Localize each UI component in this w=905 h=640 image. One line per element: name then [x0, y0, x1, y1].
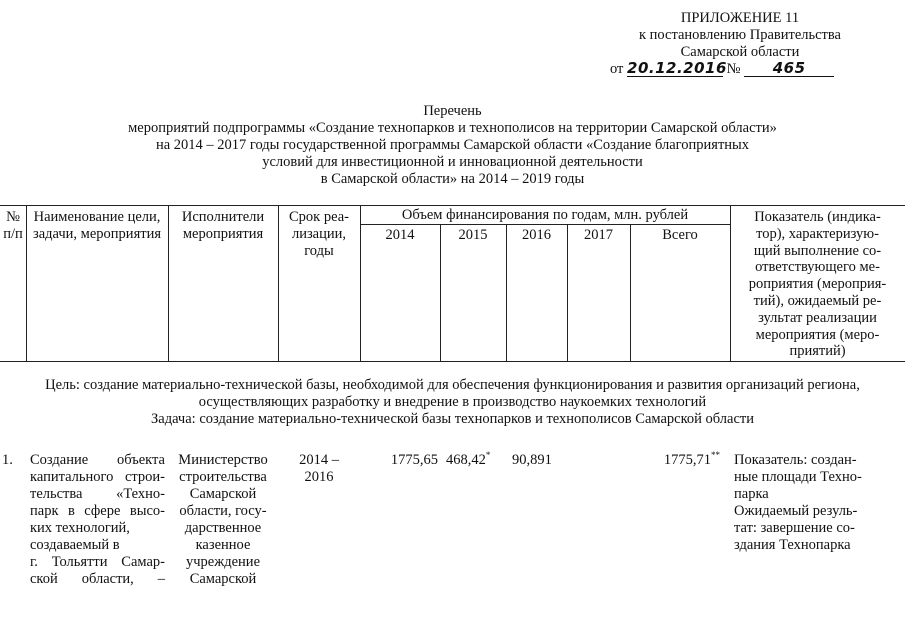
title-line-5: в Самарской области» на 2014 – 2019 годы — [320, 171, 585, 187]
header-name: Наименование цели, задачи, мероприятия — [32, 209, 161, 242]
annex-date-row — [610, 61, 880, 78]
footnote-mark-2015: * — [485, 450, 491, 461]
row-value-2016: 90,891 — [512, 452, 552, 468]
header-year-2017: 2017 — [584, 227, 613, 243]
goal-block — [0, 377, 905, 428]
annex-line-3: Самарской области — [680, 44, 800, 60]
table-top-border — [0, 205, 905, 206]
header-year-2014: 2014 — [385, 227, 415, 243]
row-name: Создание объекта капитального строи- тельства «Техно- парк в сфере высо- ких технологий, создаваемый в г. Тольятти Самар- ской области, – — [30, 452, 165, 587]
title-line-2: мероприятий подпрограммы «Создание технопарков и технополисов на территории Самарской области» — [128, 120, 777, 136]
goal-line-1: Цель: создание материально-технической базы, необходимой для обеспечения функционирования и развития организаций региона, — [45, 377, 860, 393]
number-label: № — [726, 61, 741, 77]
col-divider-8 — [630, 224, 631, 361]
row-value-2015: 468,42* — [446, 450, 491, 468]
annex-line-2: к постановлению Правительства — [639, 27, 841, 43]
col-divider-7 — [567, 224, 568, 361]
title-line-3: на 2014 – 2017 годы государственной программы Самарской области «Создание благоприятных — [155, 137, 750, 153]
resolution-date: 20.12.2016 — [627, 59, 727, 77]
row-value-2014: 1775,65 — [390, 452, 438, 468]
title-line-1: Перечень — [423, 103, 482, 119]
row-value-total: 1775,71** — [663, 450, 720, 468]
header-year-2016: 2016 — [522, 227, 551, 243]
row-indicator: Показатель: создан- ные площади Техно- парка Ожидаемый резуль- тат: завершение со- здания Технопарка — [734, 452, 862, 553]
header-total: Всего — [662, 227, 698, 243]
annex-title: ПРИЛОЖЕНИЕ 11 — [680, 10, 800, 26]
funding-subheader-border — [360, 224, 730, 225]
annex-block — [600, 10, 880, 78]
header-year-2015: 2015 — [458, 227, 488, 243]
header-indicator: Показатель (индика- тор), характеризую- щий выполнение со- ответствующего ме- роприятия (мероприя- тий), ожидаемый ре- зультат реализации мероприятия (меро- приятий) — [748, 209, 887, 360]
row-term: 2014 – 2016 — [299, 452, 339, 485]
goal-line-2: осуществляющих разработку и внедрение в производство наукоемких технологий — [198, 394, 707, 410]
footnote-mark-total: ** — [711, 450, 720, 461]
table-header-bottom-border — [0, 361, 905, 362]
from-label: от — [610, 61, 624, 77]
col-divider-6 — [506, 224, 507, 361]
document-title — [0, 103, 905, 188]
col-divider-5 — [440, 224, 441, 361]
header-funding: Объем финансирования по годам, млн. рублей — [401, 207, 689, 223]
title-line-4: условий для инвестиционной и инновационной деятельности — [262, 154, 643, 170]
header-executors: Исполнители мероприятия — [181, 209, 265, 242]
resolution-number: 465 — [744, 61, 834, 77]
header-term: Срок реа- лизации, годы — [289, 209, 349, 259]
header-num: № п/п — [3, 209, 23, 242]
task-line: Задача: создание материально-технической базы технопарков и технополисов Самарской области — [151, 411, 754, 427]
row-executors: Министерство строительства Самарской области, госу- дарственное казенное учреждение Самарской — [178, 452, 268, 587]
row-num: 1. — [2, 452, 13, 468]
